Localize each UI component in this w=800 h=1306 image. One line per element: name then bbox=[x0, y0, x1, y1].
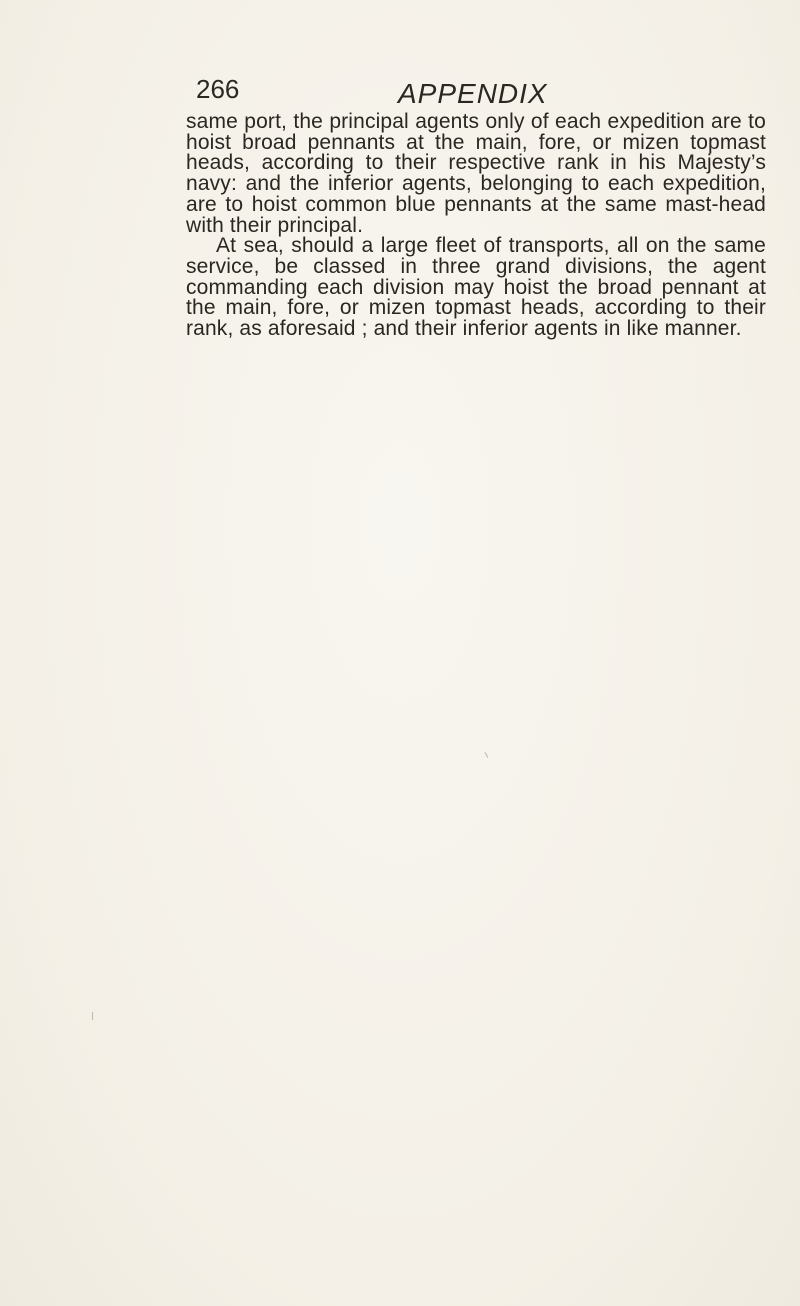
body-text bbox=[186, 112, 766, 340]
paragraph-1: same port, the principal agents only of each expedition are to hoist broad pennants at the main, fore, or mizen topmast heads, according to their respective rank in his Majesty’s navy: and the inferior agents, belonging to each expedition, are to hoist common blue pennants at the same mast-head with their principal. bbox=[186, 110, 766, 237]
paragraph-2: At sea, should a large fleet of transports, all on the same service, be classed in three grand divisions, the agent commanding each division may hoist the broad pennant at the main, fore, or mizen topmast heads, according to their rank, as aforesaid ; and their inferior agents in like manner. bbox=[186, 234, 766, 341]
running-head: APPENDIX bbox=[398, 78, 548, 109]
paper-speck bbox=[92, 1012, 93, 1020]
paper-speck bbox=[485, 752, 489, 758]
page-number: 266 bbox=[196, 74, 240, 104]
